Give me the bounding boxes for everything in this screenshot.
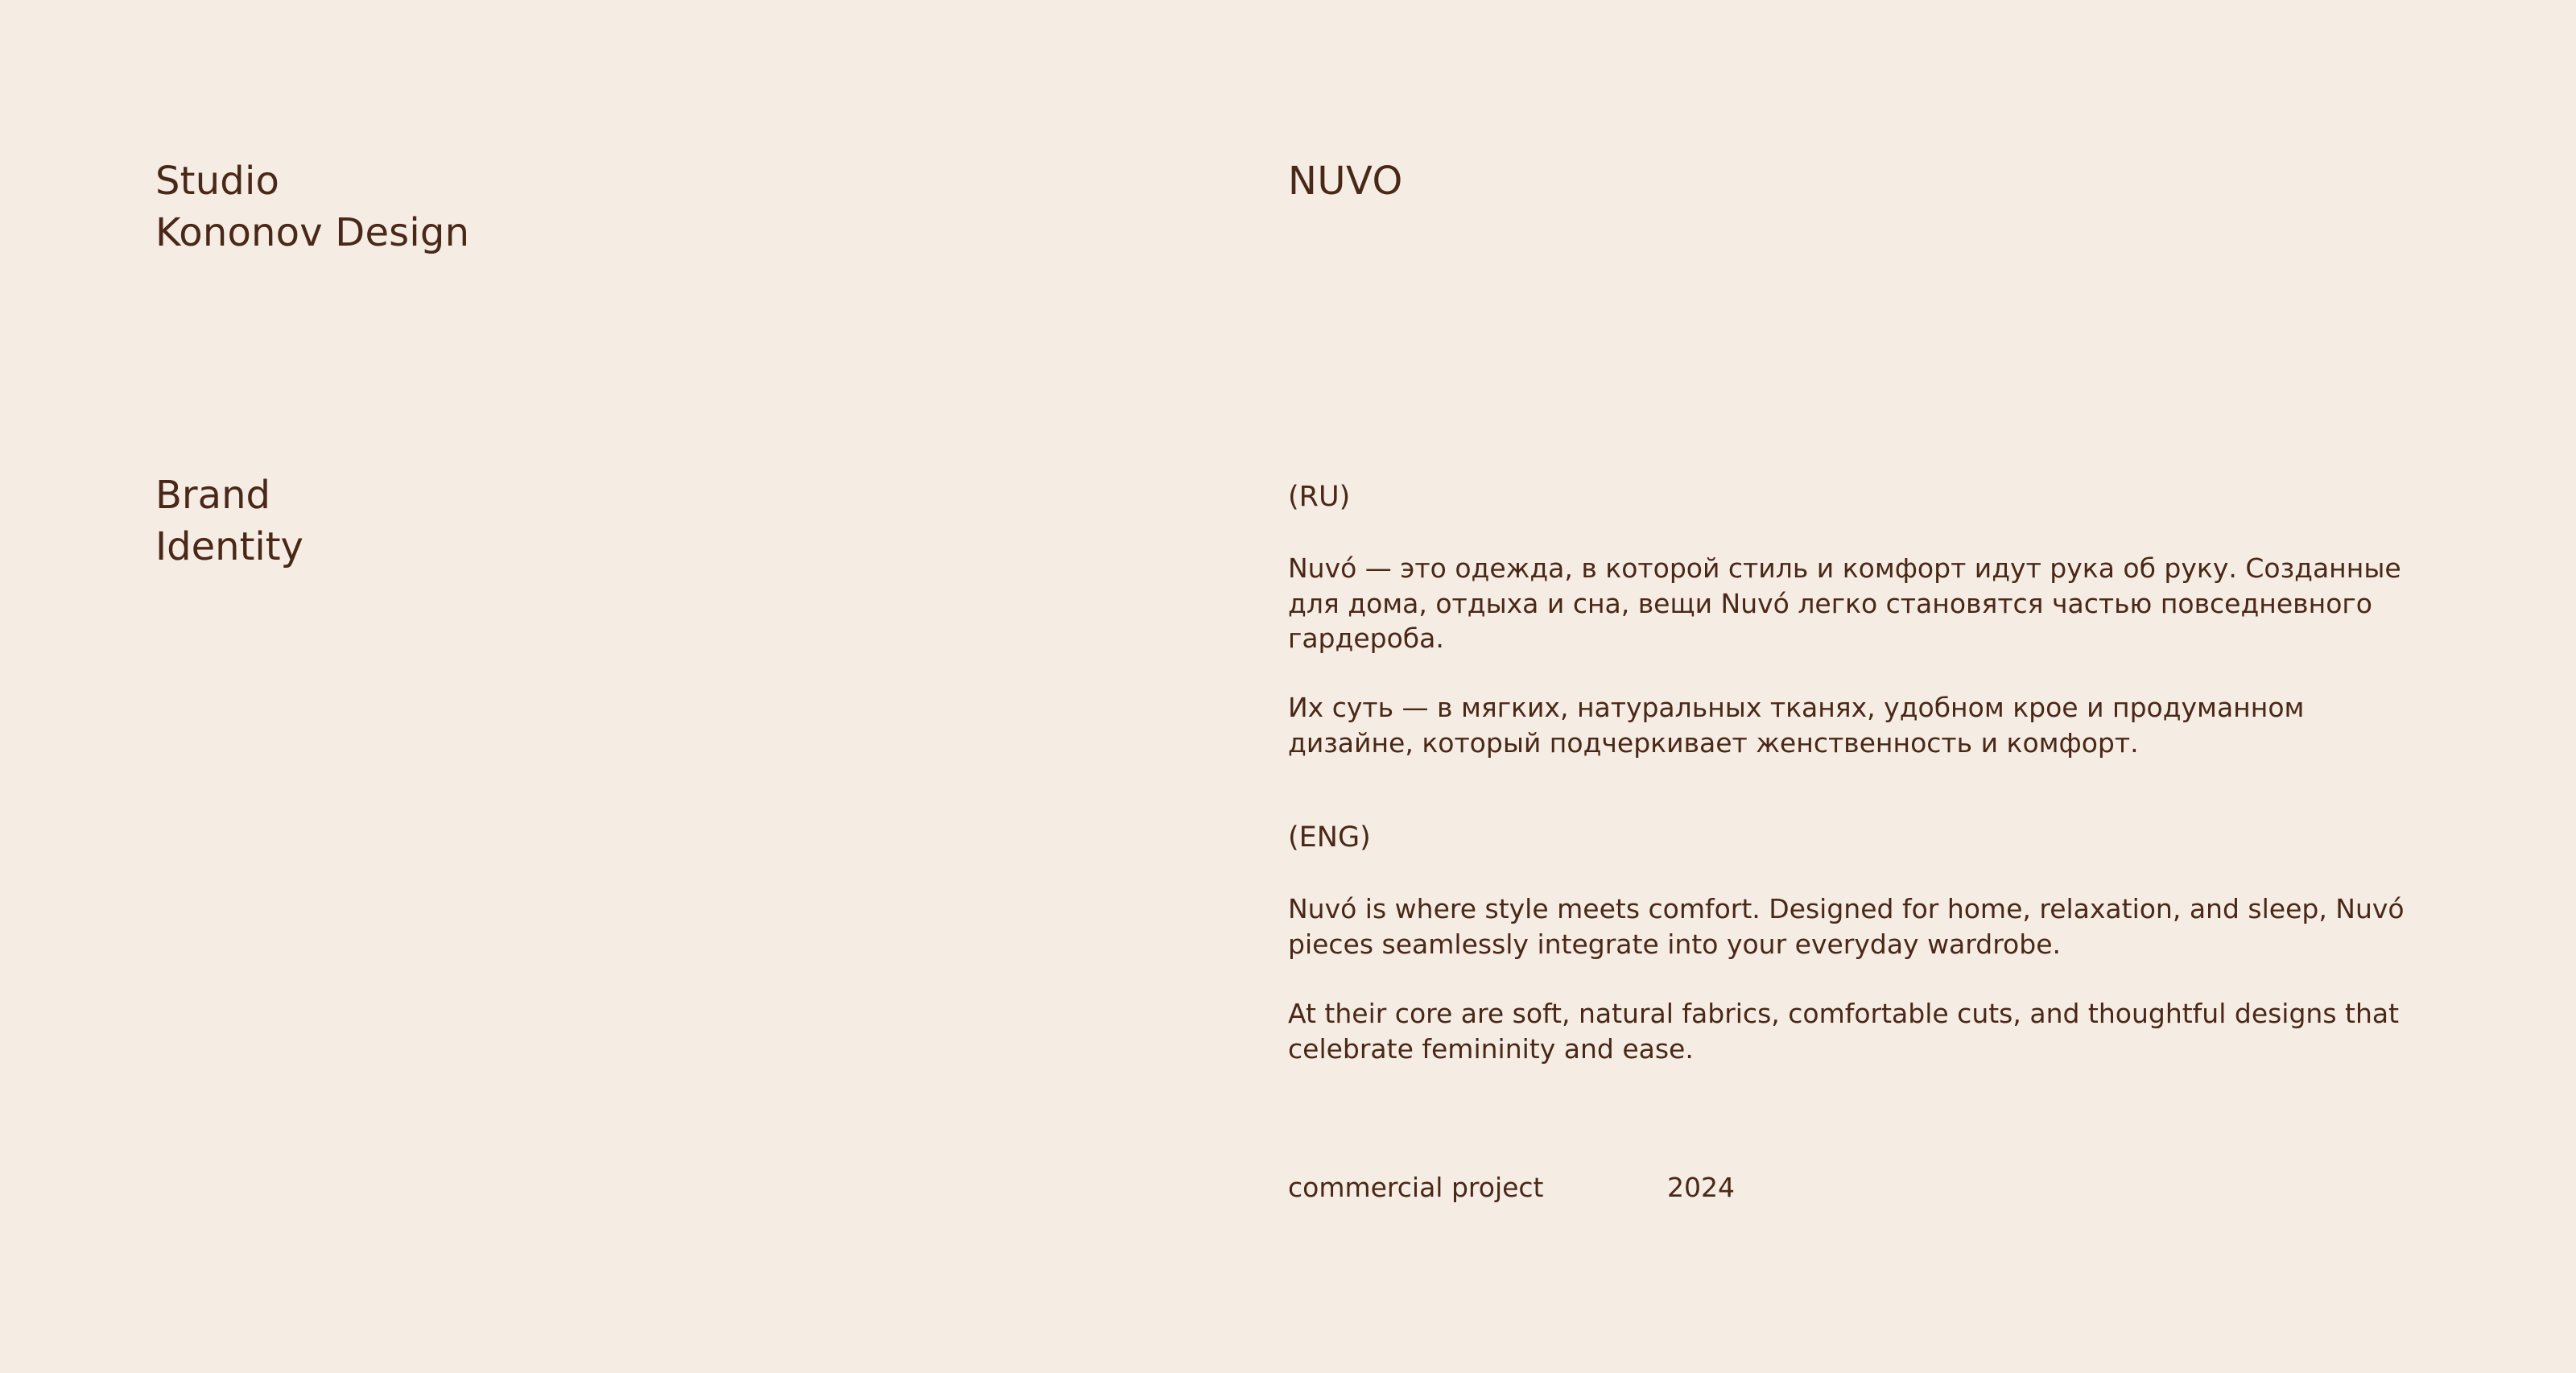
ru-language-label: (RU) <box>1288 481 1351 513</box>
eng-paragraph-2: At their core are soft, natural fabrics, comfortable cuts, and thoughtful designs that celebrate femininity and ease. <box>1288 998 2400 1065</box>
project-category-line1: Brand <box>155 473 270 518</box>
studio-name-line1: Studio <box>155 159 280 204</box>
project-type: commercial project <box>1288 1172 1544 1203</box>
ru-paragraph-1: Nuvó — это одежда, в которой стиль и комфорт идут рука об руку. Созданные для дома, отдыха и сна, вещи Nuvó легко становятся частью повседневного гардероба. <box>1288 552 2401 654</box>
studio-name <box>155 155 469 258</box>
project-category <box>155 469 303 573</box>
project-title: NUVO <box>1288 159 1403 204</box>
project-category-line2: Identity <box>155 524 303 569</box>
eng-paragraph-1: Nuvó is where style meets comfort. Designed for home, relaxation, and sleep, Nuvó pieces seamlessly integrate into your everyday wardrobe. <box>1288 893 2405 960</box>
studio-name-line2: Kononov Design <box>155 210 470 255</box>
ru-paragraph-2: Их суть — в мягких, натуральных тканях, удобном крое и продуманном дизайне, который подчеркивает женственность и комфорт. <box>1288 692 2305 759</box>
project-year: 2024 <box>1667 1172 1735 1203</box>
eng-language-label: (ENG) <box>1288 821 1371 854</box>
